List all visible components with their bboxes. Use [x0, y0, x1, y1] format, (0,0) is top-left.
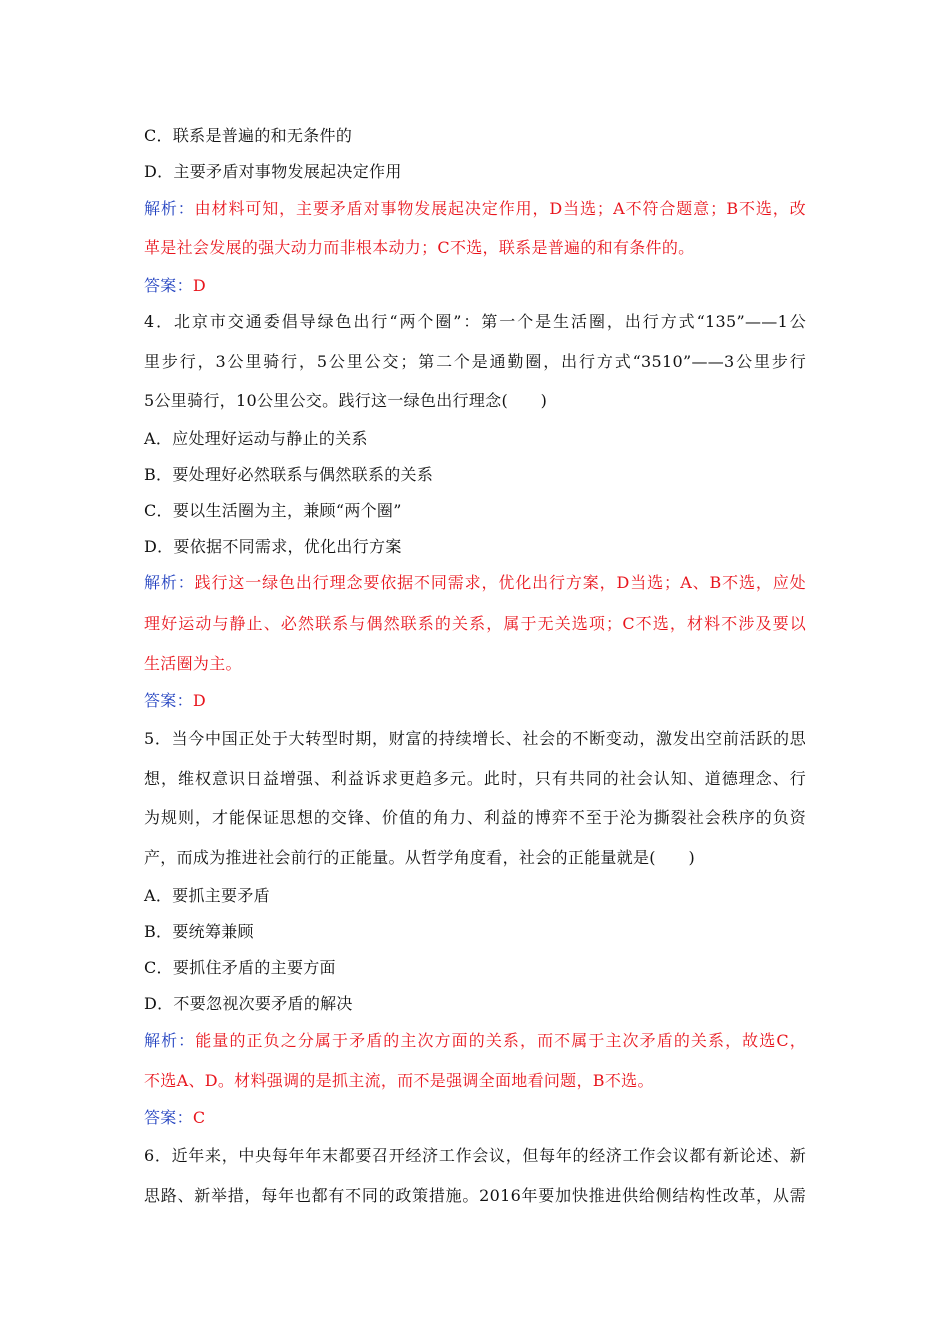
q5-stem-line-2: 想，维权意识日益增强、利益诉求更趋多元。此时，只有共同的社会认知、道德理念、行	[144, 769, 806, 788]
q6-stem-line-2: 思路、新举措，每年也都有不同的政策措施。2016年要加快推进供给侧结构性改革，从需	[144, 1186, 806, 1205]
q4-stem-line-3: 5公里骑行，10公里公交。践行这一绿色出行理念( )	[144, 391, 548, 410]
q4-option-a: A．应处理好运动与静止的关系	[144, 429, 368, 448]
q5-answer-label: 答案：	[144, 1108, 193, 1127]
q3-answer	[144, 276, 206, 296]
q3-analysis-label: 解析：	[144, 199, 195, 218]
q4-option-c: C．要以生活圈为主，兼顾“两个圈”	[144, 501, 402, 520]
q3-analysis-line-2: 革是社会发展的强大动力而非根本动力；C不选，联系是普遍的和有条件的。	[144, 238, 695, 257]
q4-analysis-text-1: 践行这一绿色出行理念要依据不同需求，优化出行方案，D当选；A、B不选，应处	[194, 573, 806, 592]
q5-analysis-line-2: 不选A、D。材料强调的是抓主流，而不是强调全面地看问题，B不选。	[144, 1071, 654, 1090]
q3-analysis-text-1: 由材料可知，主要矛盾对事物发展起决定作用，D当选；A不符合题意；B不选，改	[194, 199, 806, 218]
q4-analysis-line-1	[144, 573, 806, 593]
q5-answer	[144, 1108, 205, 1128]
q4-answer	[144, 691, 206, 711]
q5-analysis-line-1	[144, 1031, 806, 1051]
q3-answer-label: 答案：	[144, 276, 193, 295]
q5-answer-value: C	[192, 1108, 206, 1127]
q3-answer-value: D	[192, 276, 207, 295]
q5-option-b: B．要统筹兼顾	[144, 922, 254, 941]
q4-answer-value: D	[192, 691, 207, 710]
q4-stem-line-1: 4．北京市交通委倡导绿色出行“两个圈”：第一个是生活圈，出行方式“135”——1公	[144, 312, 806, 331]
q4-analysis-line-3: 生活圈为主。	[144, 654, 242, 673]
q5-option-a: A．要抓主要矛盾	[144, 886, 270, 905]
q5-stem-line-3: 为规则，才能保证思想的交锋、价值的角力、利益的博弈不至于沦为撕裂社会秩序的负资	[144, 808, 806, 827]
q4-stem-line-2: 里步行，3公里骑行，5公里公交；第二个是通勤圈，出行方式“3510”——3公里步行	[144, 352, 806, 371]
q4-option-d: D．要依据不同需求，优化出行方案	[144, 537, 402, 556]
q5-stem-line-1: 5．当今中国正处于大转型时期，财富的持续增长、社会的不断变动，激发出空前活跃的思	[144, 729, 806, 748]
q6-stem-line-1: 6．近年来，中央每年年末都要召开经济工作会议，但每年的经济工作会议都有新论述、新	[144, 1146, 806, 1165]
q4-answer-label: 答案：	[144, 691, 193, 710]
q5-option-c: C．要抓住矛盾的主要方面	[144, 958, 336, 977]
q4-analysis-line-2: 理好运动与静止、必然联系与偶然联系的关系，属于无关选项；C不选，材料不涉及要以	[144, 614, 806, 633]
q5-analysis-label: 解析：	[144, 1031, 196, 1050]
q3-option-c: C．联系是普遍的和无条件的	[144, 126, 353, 145]
q5-stem-line-4: 产，而成为推进社会前行的正能量。从哲学角度看，社会的正能量就是( )	[144, 848, 695, 867]
q3-analysis-line-1	[144, 199, 806, 219]
q4-option-b: B．要处理好必然联系与偶然联系的关系	[144, 465, 434, 484]
q5-option-d: D．不要忽视次要矛盾的解决	[144, 994, 353, 1013]
q3-option-d: D．主要矛盾对事物发展起决定作用	[144, 162, 402, 181]
q5-analysis-text-1: 能量的正负之分属于矛盾的主次方面的关系，而不属于主次矛盾的关系，故选C，	[195, 1031, 806, 1050]
q4-analysis-label: 解析：	[144, 573, 195, 592]
